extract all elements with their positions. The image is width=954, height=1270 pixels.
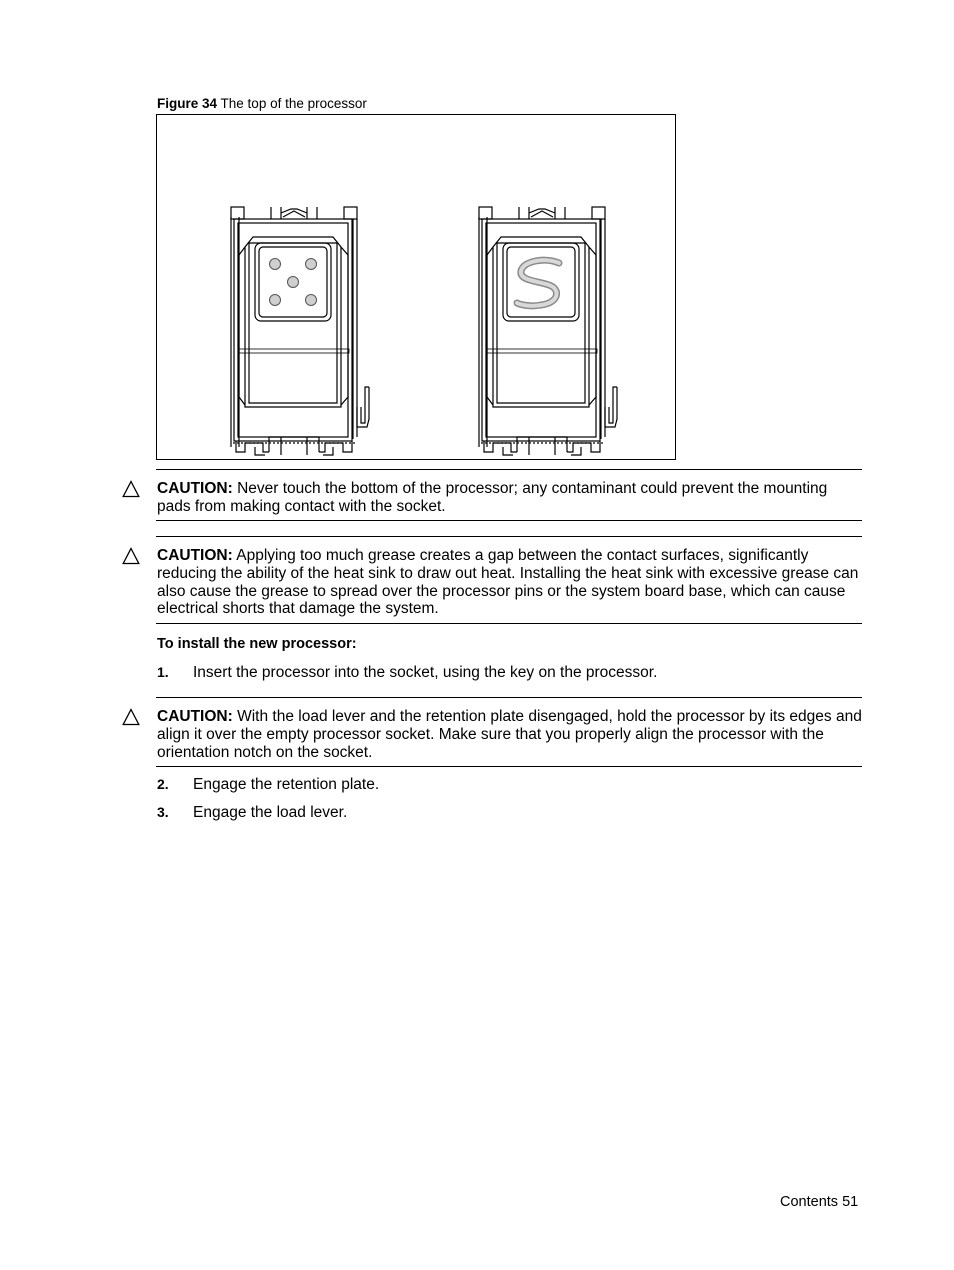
caution-bottom-rule [156,766,862,767]
processor-illustration [157,115,675,459]
caution-note [157,547,862,618]
step-number: 3. [157,804,169,820]
caution-bottom-rule [156,520,862,521]
caution-top-rule [156,469,862,470]
caution-icon [122,708,140,726]
caution-icon [122,480,140,498]
figure-caption-text: The top of the processor [220,96,367,111]
page-footer[interactable]: Contents 51 [780,1194,859,1210]
caution-label: CAUTION: [157,547,233,564]
processor-left [231,207,369,455]
caution-text: Never touch the bottom of the processor; any contaminant could prevent the mounting pads from making contact with the socket. [157,480,828,515]
step-number: 1. [157,664,169,680]
caution-top-rule [156,536,862,537]
step-text: Engage the retention plate. [193,776,380,793]
caution-text: Applying too much grease creates a gap between the contact surfaces, significantly reducing the ability of the heat sink to draw out heat. Installing the heat sink with excessive grease can also cause the grease to spread over the processor pins or the system board base, which can cause electrical shorts that damage the system. [157,547,859,618]
processor-right [479,207,617,455]
figure-caption [157,95,367,113]
procedure-heading: To install the new processor: [157,636,357,652]
caution-text: With the load lever and the retention plate disengaged, hold the processor by its edges and align it over the empty processor socket. Make sure that you properly align the processor with the orientation notch on the socket. [157,708,862,761]
procedure-step [157,775,379,794]
caution-top-rule [156,697,862,698]
procedure-step [157,663,657,682]
step-number: 2. [157,776,169,792]
step-text: Engage the load lever. [193,804,348,821]
step-text: Insert the processor into the socket, using the key on the processor. [193,664,658,681]
caution-note [157,480,862,516]
caution-note [157,708,862,761]
procedure-step [157,803,347,822]
figure-label: Figure 34 [157,96,218,111]
caution-icon [122,547,140,565]
caution-label: CAUTION: [157,480,233,497]
caution-label: CAUTION: [157,708,233,725]
caution-bottom-rule [156,623,862,624]
processor-figure [156,114,676,460]
